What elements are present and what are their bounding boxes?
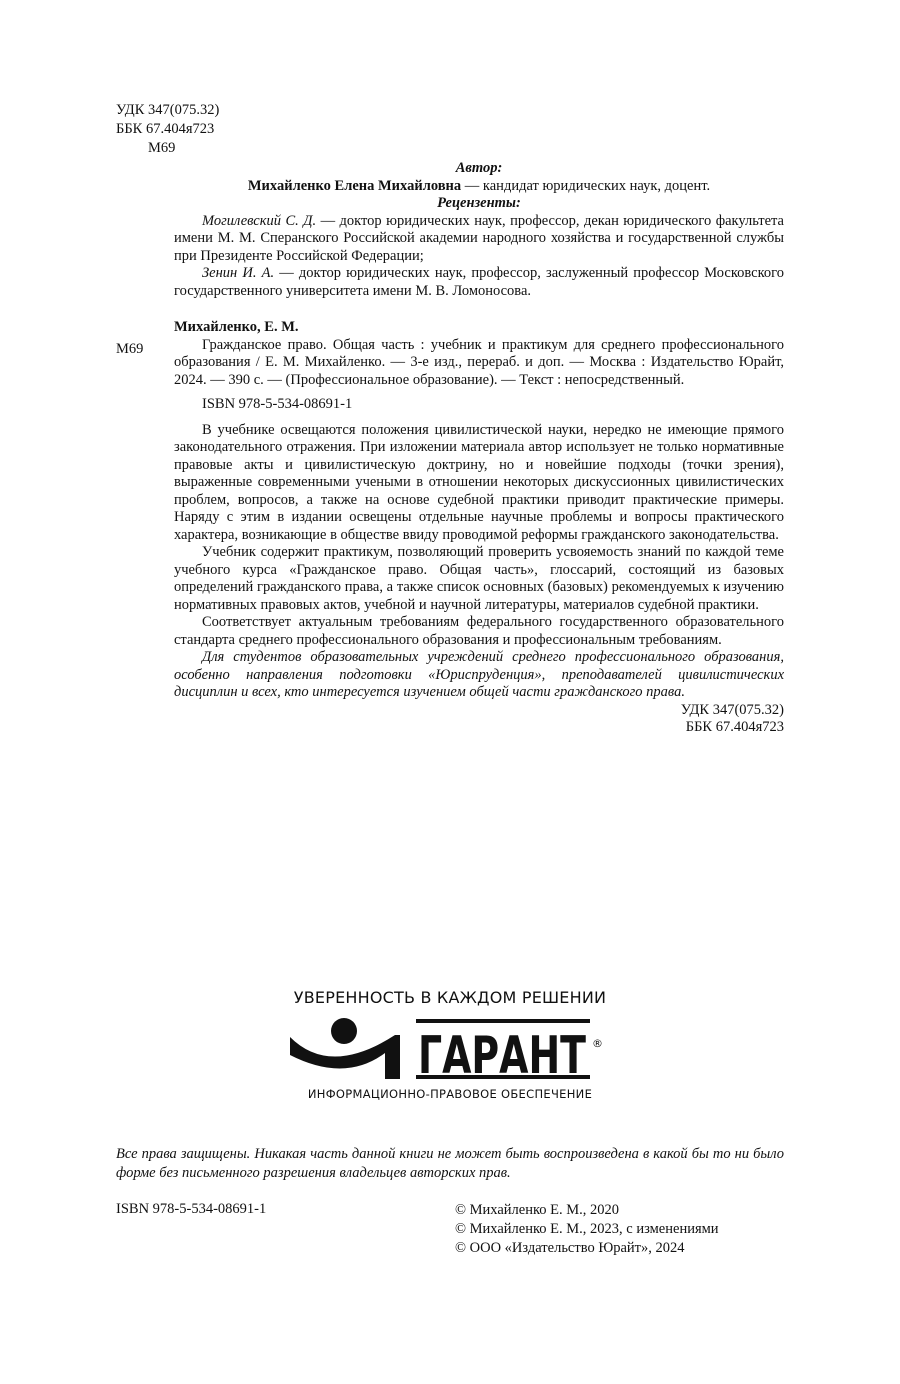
reviewers-heading: Рецензенты: <box>437 195 521 211</box>
brand-slogan: УВЕРЕННОСТЬ В КАЖДОМ РЕШЕНИИ <box>293 988 607 1007</box>
reviewer-1-name: Могилевский С. Д. <box>202 212 317 229</box>
reviewer-1-desc: — доктор юридических наук, профессор, декан юридического факультета имени М. М. Сперанского Российской академии народного хозяйства и государственной службы при Президенте Российской Федерации; <box>174 212 784 264</box>
bbk-code: ББК 67.404я723 <box>116 121 215 137</box>
author-desc: — кандидат юридических наук, доцент. <box>461 177 711 194</box>
reviewer-1 <box>174 213 784 266</box>
copyright-line: © Михайленко Е. М., 2020 <box>455 1202 620 1218</box>
copyright-line: © ООО «Издательство Юрайт», 2024 <box>455 1240 685 1256</box>
copyright-list <box>455 1201 719 1258</box>
catalog-description: Гражданское право. Общая часть : учебник и практикум для среднего профессионального образования / Е. М. Михайленко. — 3-е изд., перераб. и доп. — Москва : Издательство Юрайт, 2024. — 390 с. — (Профессиональное образование). — Текст : непосредственный. <box>174 336 784 388</box>
catalog-isbn: ISBN 978-5-534-08691-1 <box>202 396 353 412</box>
catalog-udk: УДК 347(075.32) <box>680 701 784 718</box>
footer-isbn: ISBN 978-5-534-08691-1 <box>116 1201 267 1217</box>
catalog-bbk: ББК 67.404я723 <box>685 719 784 735</box>
abstract-paragraph-2: Учебник содержит практикум, позволяющий проверить усвояемость знаний по каждой теме учебного курса «Гражданское право. Общая часть», глоссарий, состоящий из базовых определений гражданского права, а также список основных (базовых) рекомендуемых к изучению нормативных правовых актов, учебной и научной литературы, материалов судебной практики. <box>174 544 784 613</box>
logo-wordmark: ГАРАНТ <box>418 1026 587 1081</box>
abstract-paragraph-1: В учебнике освещаются положения цивилистической науки, нередко не имеющие прямого законодательного отражения. При изложении материала автор использует не только нормативные правовые акты и цивилистическую доктрину, но и новейшие подходы (точки зрения), выраженные современными учеными в отношении некоторых дискуссионных цивилистических проблем, вопросов, а также на основе судебной практики приводит практические примеры. Наряду с этим в издании освещены отдельные научные проблемы и вопросы практического характера, возникающие в обществе ввиду проводимой реформы гражданского законодательства. <box>174 421 784 543</box>
brand-info: ИНФОРМАЦИОННО-ПРАВОВОЕ ОБЕСПЕЧЕНИЕ <box>307 1087 593 1101</box>
garant-logo <box>290 1017 610 1081</box>
abstract-paragraph-4: Для студентов образовательных учреждений среднего профессионального образования, особенно направления подготовки «Юриспруденция», преподавателей цивилистических дисциплин и всех, кто интересуется изучением общей части гражданского права. <box>174 649 784 700</box>
classification-codes <box>116 101 219 158</box>
garant-brand-block <box>200 988 700 1101</box>
reviewer-2-name: Зенин И. А. <box>202 265 275 281</box>
abstract-paragraph-3: Соответствует актуальным требованиям федерального государственного образовательного стандарта среднего профессионального образования и профессиональным требованиям. <box>174 614 784 648</box>
udk-code: УДК 347(075.32) <box>116 102 220 118</box>
copyright-line: © Михайленко Е. М., 2023, с изменениями <box>455 1221 719 1237</box>
catalog-card <box>174 319 784 737</box>
author-name: Михайленко Елена Михайловна <box>247 177 462 194</box>
author-heading: Автор: <box>455 160 503 176</box>
author-mark: М69 <box>148 140 176 156</box>
reviewer-2 <box>174 265 784 300</box>
author-line <box>174 178 784 196</box>
registered-mark: ® <box>592 1037 603 1050</box>
rights-notice: Все права защищены. Никакая часть данной книги не может быть воспроизведена в какой бы то ни было форме без письменного разрешения владельцев авторских прав. <box>116 1146 784 1181</box>
credits-block <box>174 160 784 300</box>
catalog-side-code: М69 <box>116 341 144 357</box>
catalog-heading: Михайленко, Е. М. <box>174 319 299 335</box>
reviewer-2-desc: — доктор юридических наук, профессор, заслуженный профессор Московского государственного университета имени М. В. Ломоносова. <box>174 265 784 299</box>
garant-emblem-icon <box>290 1017 610 1081</box>
